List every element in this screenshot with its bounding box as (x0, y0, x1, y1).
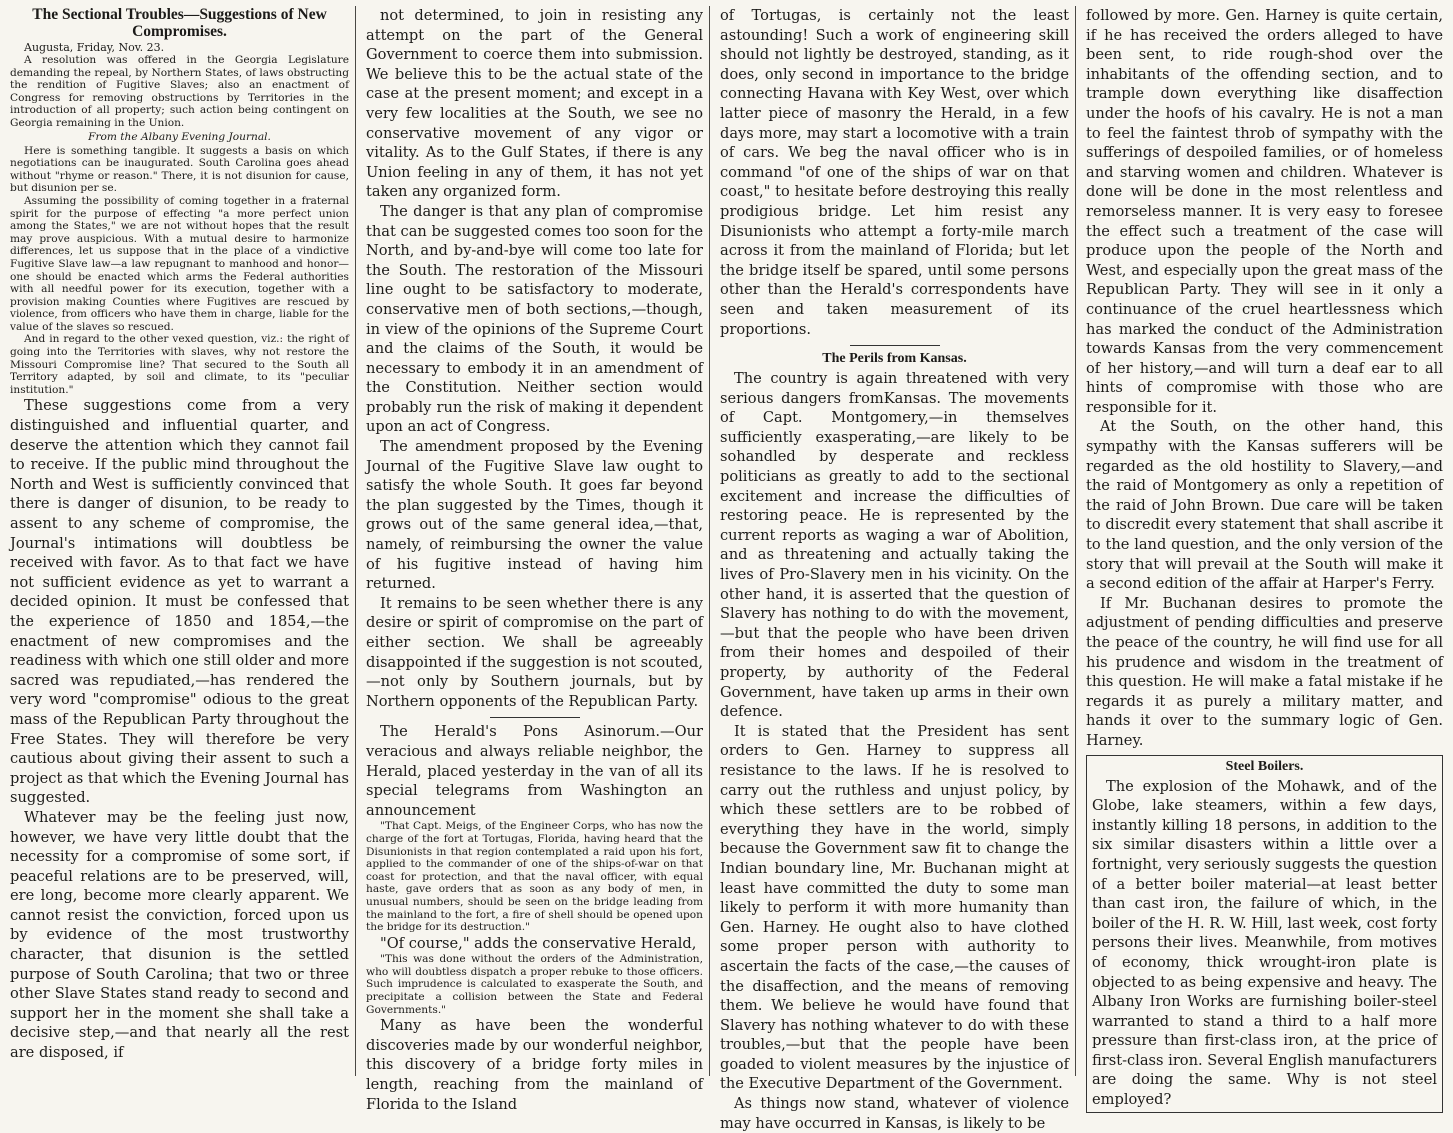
section-divider (490, 717, 580, 718)
course-line: "Of course," adds the conservative Herald, (380, 934, 697, 952)
summary-paragraph: A resolution was offered in the Georgia Legislature demanding the repeal, by Northern States, of laws obstructing the rendition of Fugitive Slaves; also an enactment of Congress for removing obstructions by Territories in the introduction of all property; such action being contingent on Georgia remaining in the Union. (10, 54, 349, 129)
section-headline: Steel Boilers. (1225, 758, 1304, 774)
body-paragraph: If Mr. Buchanan desires to promote the adjustment of pending difficulties and preserve the peace of the country, he will find use for all his prudence and wisdom in the treatment of this question. He will make a fatal mistake if he regards it as purely a military matter, and hands it over to the summary logic of Gen. Harney. (1086, 594, 1443, 749)
quote-paragraph: And in regard to the other vexed question, viz.: the right of going into the Territories with slaves, why not restore the Missouri Compromise line? That secured to the South all Territory adapted, by soil and climate, to its "peculiar institution." (10, 333, 349, 396)
body-paragraph: As things now stand, whatever of violence may have occurred in Kansas, is likely to be (720, 1095, 1069, 1132)
column-1 (4, 6, 356, 1076)
article-headline: The Sectional Troubles—Suggestions of New Compromises. (32, 6, 327, 40)
course-quote: "This was done without the orders of the Administration, who will doubtless dispatch a proper rebuke to those officers. Such imprudence is calculated to exasperate the South, and precipitate a collision between the State and Federal Governments." (366, 953, 703, 1016)
herald-intro: The Herald's Pons Asinorum.—Our veracious and always reliable neighbor, the Herald, placed yesterday in the van of all its special telegrams from Washington an announcement (366, 723, 703, 819)
quote-paragraph: Here is something tangible. It suggests a basis on which negotiations can be inaugurated. South Carolina goes ahead without "rhyme or reason." There, it is not disunion for cause, but disunion per se. (10, 144, 349, 195)
body-paragraph: It remains to be seen whether there is any desire or spirit of compromise on the part of either section. We shall be agreeably disappointed if the suggestion is not scouted,—not only by Southern journals, but by Northern opponents of the Republican Party. (366, 594, 703, 710)
column-2 (360, 6, 710, 1113)
body-paragraph: It is stated that the President has sent orders to Gen. Harney to suppress all resistance to the laws. If he is resolved to carry out the ruthless and unjust policy, by which these settlers are to be robbed of everything they have in the world, simply because the Government saw fit to change the Indian boundary line, Mr. Buchanan might at least have committed the duty to some man likely to perform it with more humanity than Gen. Harney. He ought also to have clothed some proper person with authority to ascertain the facts of the case,—the causes of the disaffection, and the means of removing them. We believe he would have found that Slavery has nothing whatever to do with these troubles,—but that the people have been goaded to violent measures by the injustice of the Executive Department of the Government. (720, 722, 1069, 1093)
dateline: Augusta, Friday, Nov. 23. (24, 41, 165, 54)
source-caption: From the Albany Evening Journal. (88, 130, 271, 143)
section-divider (850, 345, 940, 346)
column-3 (714, 6, 1076, 1132)
column-4 (1080, 6, 1449, 1109)
section-headline: The Perils from Kansas. (822, 351, 967, 367)
body-paragraph: These suggestions come from a very distinguished and influential quarter, and deserve the attention which they cannot fail to receive. If the public mind throughout the North and West is sufficiently convinced that there is danger of disunion, to be ready to assent to any scheme of compromise, the Journal's intimations will doubtless be received with favor. As to that fact we have not sufficient evidence as yet to warrant a decided opinion. It must be confessed that the experience of 1850 and 1854,—the enactment of new compromises and the readiness with which one still older and more sacred was repudiated,—has rendered the very word "compromise" odious to the great mass of the Republican Party throughout the Free States. They will therefore be very cautious about giving their assent to such a project as that which the Evening Journal has suggested. (10, 397, 349, 807)
herald-quote: "That Capt. Meigs, of the Engineer Corps, who has now the charge of the fort at Tortugas, Florida, having heard that the Disunionists in that region contemplated a raid upon his fort, applied to the commander of one of the ships-of-war on that coast for protection, and that the naval officer, with equal haste, gave orders that as soon as any body of men, in unusual numbers, should be seen on the bridge leading from the mainland to the fort, a fire of shell should be opened upon the bridge for its destruction." (366, 820, 703, 934)
body-paragraph: The amendment proposed by the Evening Journal of the Fugitive Slave law ought to satisfy the whole South. It goes far beyond the plan suggested by the Times, though it grows out of the same general idea,—that, namely, of reimbursing the owner the value of his fugitive instead of having him returned. (366, 438, 703, 593)
body-paragraph: The danger is that any plan of compromise that can be suggested comes too soon for the North, and by-and-bye will come too late for the South. The restoration of the Missouri line ought to be satisfactory to moderate, conservative men of both sections,—though, in view of the opinions of the Supreme Court and the claims of the South, it would be necessary to embody it in an amendment of the Constitution. Neither section would probably run the risk of making it dependent upon an act of Congress. (366, 202, 703, 436)
body-paragraph: not determined, to join in resisting any attempt on the part of the General Government to coerce them into submission. We believe this to be the actual state of the case at the present moment; and except in a very few localities at the South, we see no conservative movement of any vigor or vitality. As to the Gulf States, if there is any Union feeling in any of them, it has not yet taken any organized form. (366, 7, 703, 201)
body-paragraph: The explosion of the Mohawk, and of the Globe, lake steamers, within a few days, instantly killing 18 persons, in addition to the six similar disasters within a little over a fortnight, very seriously suggests the question of a better boiler material—at least better than cast iron, the failure of which, in the boiler of the H. R. W. Hill, last week, cost forty persons their lives. Meanwhile, from motives of economy, thick wrought-iron plate is objected to as being expensive and heavy. The Albany Iron Works are furnishing boiler-steel warranted to stand a third to a half more pressure than first-class iron, at the price of first-class iron. Several English manufacturers are doing the same. Why is not steel employed? (1092, 777, 1437, 1109)
body-paragraph: Whatever may be the feeling just now, however, we have very little doubt that the necessity for a compromise of some sort, if peaceful relations are to be preserved, will, ere long, become more clearly apparent. We cannot resist the conviction, forced upon us by evidence of the most trustworthy character, that disunion is the settled purpose of South Carolina; that two or three other Slave States stand ready to second and support her in the moment she shall take a decisive step,—and that nearly all the rest are disposed, if (10, 808, 349, 1062)
steel-boilers-box (1086, 755, 1443, 1113)
body-paragraph: Many as have been the wonderful discoveries made by our wonderful neighbor, this discovery of a bridge forty miles in length, reaching from the mainland of Florida to the Island (366, 1017, 703, 1113)
body-paragraph: of Tortugas, is certainly not the least astounding! Such a work of engineering skill should not lightly be destroyed, standing, as it does, only second in importance to the bridge connecting Havana with Key West, over which latter piece of masonry the Herald, in a few days more, may start a locomotive with a train of cars. We beg the naval officer who is in command "of one of the ships of war on that coast," to hesitate before destroying this really prodigious bridge. Let him resist any Disunionists who attempt a forty-mile march across it from the mainland of Florida; but let the bridge itself be spared, until some persons other than the Herald's correspondents have seen and taken measurement of its proportions. (720, 7, 1069, 338)
body-paragraph: The country is again threatened with very serious dangers fromKansas. The movements of Capt. Montgomery,—in themselves sufficiently exasperating,—are likely to be sohandled by desperate and reckless politicians as greatly to add to the sectional excitement and increase the difficulties of restoring peace. He is represented by the current reports as waging a war of Abolition, and as threatening and actually taking the lives of Pro-Slavery men in his vicinity. On the other hand, it is asserted that the question of Slavery has nothing to do with the movement,—but that the people who have been driven from their homes and despoiled of their property, by authority of the Federal Government, have taken up arms in their own defence. (720, 370, 1069, 721)
body-paragraph: followed by more. Gen. Harney is quite certain, if he has received the orders alleged to have been sent, to ride rough-shod over the inhabitants of the offending section, and to trample down everything like disaffection under the hoofs of his cavalry. He is not a man to feel the faintest throb of sympathy with the sufferings of despoiled families, or of homeless and starving women and children. Whatever is done will be done in the most relentless and remorseless manner. It is very easy to foresee the effect such a treatment of the case will produce upon the people of the North and West, and especially upon the great mass of the Republican Party. They will see in it only a continuance of the cruel heartlessness which has marked the conduct of the Administration towards Kansas from the very commencement of her history,—and will turn a deaf ear to all hints of compromise with those who are responsible for it. (1086, 7, 1443, 416)
body-paragraph: At the South, on the other hand, this sympathy with the Kansas sufferers will be regarded as the old hostility to Slavery,—and the raid of Montgomery as only a repetition of the raid of John Brown. Due care will be taken to discredit every statement that shall ascribe it to the land question, and the only version of the story that will prevail at the South will make it a second edition of the affair at Harper's Ferry. (1086, 418, 1443, 593)
quote-paragraph: Assuming the possibility of coming together in a fraternal spirit for the purpose of effecting "a more perfect union among the States," we are not without hopes that the result may prove auspicious. With a mutual desire to harmonize differences, let us suppose that in the place of a vindictive Fugitive Slave law—a law repugnant to manhood and honor—one should be enacted which arms the Federal authorities with all needful power for its execution, together with a provision making Counties where Fugitives are rescued by violence, from officers who have them in charge, liable for the value of the slaves so rescued. (10, 194, 349, 333)
